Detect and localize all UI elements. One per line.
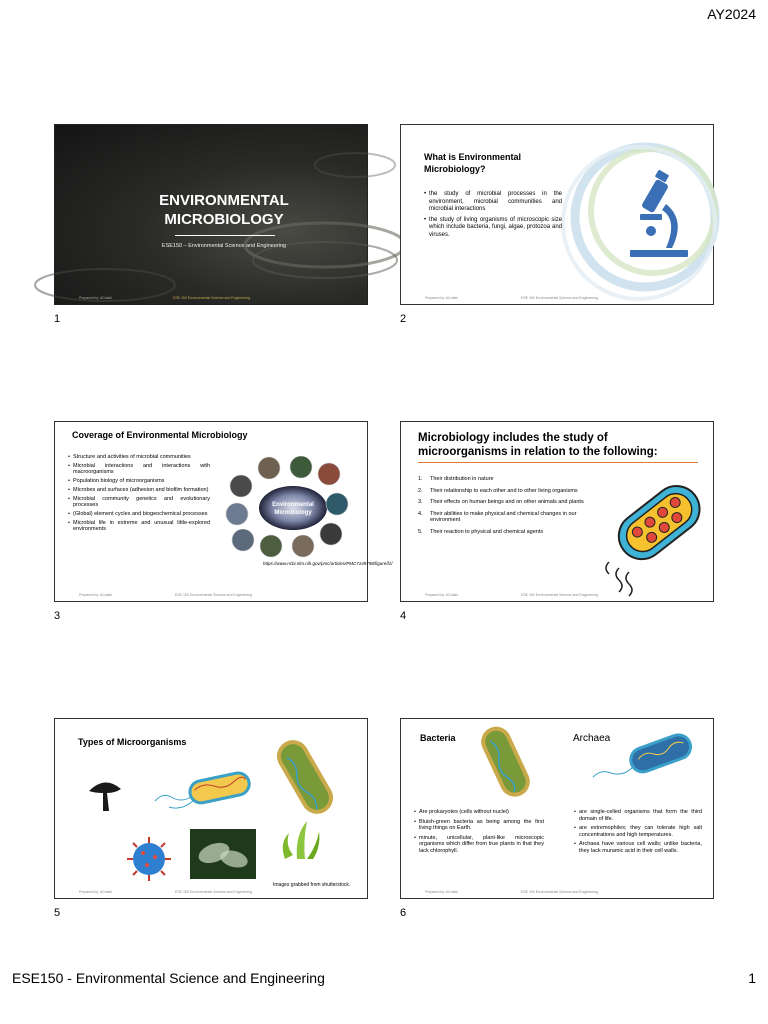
- slide-5-title: Types of Microorganisms: [78, 737, 187, 747]
- list-item: 3. Their effects on human beings and on other animals and plants: [418, 499, 584, 505]
- bullet-item: • the study of microbial processes in the environment, microbial communities and microbial interactions: [424, 191, 562, 214]
- slide-4-title: Microbiology includes the study of microorganisms in relation to the following:: [418, 432, 658, 458]
- bacterium-diagram-image: [155, 761, 255, 816]
- bacteria-heading: Bacteria: [420, 733, 456, 743]
- bacterium-cartoon-icon: [601, 472, 711, 592]
- slide-footer-author: Prepared by: AColabi: [79, 593, 113, 597]
- slide-number: 6: [400, 907, 407, 919]
- slide-footer-course: ESE 150 Environmental Science and Engineering: [175, 890, 253, 894]
- microscope-icon: [626, 170, 696, 260]
- title-underline: [418, 462, 698, 463]
- bullet-item: • Archaea have various cell walls; unlike bacteria, they lack muramic acid in their cell walls.: [574, 841, 702, 854]
- mushroom-icon: [85, 775, 125, 815]
- slide-footer-author: Prepared by: AColabi: [79, 296, 113, 300]
- bacterium-anatomy-image: [471, 721, 541, 806]
- slide-1[interactable]: [54, 124, 368, 305]
- bullet-item: • are extremophiles; they can tolerate high salt concentrations and high temperatures.: [574, 825, 702, 838]
- bullet-item: • Population biology of microorganisms: [68, 478, 210, 484]
- slide-3-bullets: [68, 454, 210, 535]
- bullet-item: • are single-celled organisms that form the third domain of life.: [574, 809, 702, 822]
- reference-link[interactable]: https://www.ncbi.nlm.nih.gov/pmc/articles/PMC7149798/figure/f1/: [263, 561, 393, 566]
- list-item: 5. Their reaction to physical and chemical agents: [418, 528, 544, 535]
- bullet-item: • Structure and activities of microbial communities: [68, 454, 210, 460]
- archaea-heading: Archaea: [573, 733, 611, 744]
- slide-number: 4: [400, 610, 407, 622]
- bacillus-diagram-image: [271, 731, 341, 826]
- archaea-anatomy-image: [591, 723, 701, 793]
- bacteria-bullets: [414, 809, 544, 857]
- list-item: 4. Their abilities to make physical and chemical changes in our environment: [418, 510, 577, 523]
- slide-footer-course: ESE 150 Environmental Science and Engineering: [521, 593, 599, 597]
- slide-number: 5: [54, 907, 61, 919]
- bullet-item: • Microbial interactions and interactions with macroorganisms: [68, 463, 210, 475]
- slide-4-numbered-list: [418, 476, 596, 540]
- slide-footer-course: ESE 150 Environmental Science and Engineering: [175, 593, 253, 597]
- page-header-year: AY2024: [707, 6, 756, 22]
- list-item: 1. Their distribution in nature: [418, 476, 494, 482]
- diagram-center-label: Microbiology: [274, 510, 312, 516]
- slide-number: 1: [54, 313, 61, 325]
- slide-2[interactable]: [400, 124, 714, 305]
- slide-1-title: ENVIRONMENTAL MICROBIOLOGY: [159, 192, 289, 228]
- algae-image: [277, 815, 323, 863]
- slide-3-title: Coverage of Environmental Microbiology: [72, 430, 248, 440]
- list-item: 2. Their relationship to each other and to other living organisms: [418, 487, 578, 494]
- bullet-item: • Microbial community genetics and evolutionary processes: [68, 496, 210, 508]
- bullet-item: • Bluish-green bacteria as being among the first living things on Earth.: [414, 819, 544, 832]
- slide-footer-author: Prepared by: AColabi: [425, 296, 459, 300]
- slide-number: 2: [400, 313, 407, 325]
- slide-footer-author: Prepared by: AColabi: [79, 890, 113, 894]
- slide-2-bullets: [424, 191, 562, 242]
- bullet-item: • Microbes and surfaces (adhesion and biofilm formation): [68, 487, 210, 493]
- page-number: 1: [748, 970, 756, 986]
- slide-3[interactable]: [54, 421, 393, 602]
- protozoa-image: [190, 829, 256, 879]
- bullet-item: • Microbial life in extreme and unusual little-explored environments: [68, 520, 210, 532]
- slide-1-subtitle: ESE150 – Environmental Science and Engineering: [161, 243, 287, 249]
- slide-number: 3: [54, 610, 61, 622]
- archaea-bullets: [574, 809, 702, 857]
- bullet-item: • (Global) element cycles and biogeochemical processes: [68, 511, 210, 517]
- title-divider: [175, 235, 275, 236]
- slide-footer-course: ESE 150 Environmental Science and Engineering: [521, 296, 599, 300]
- slide-4[interactable]: [400, 421, 714, 602]
- slide-footer-author: Prepared by: AColabi: [425, 593, 459, 597]
- page-footer-course: ESE150 - Environmental Science and Engineering: [12, 970, 325, 986]
- diagram-center-label: Environmental: [272, 502, 314, 508]
- slide-footer-course: ESE 150 Environmental Science and Engineering: [173, 296, 251, 300]
- bullet-item: • the study of living organisms of microscopic size which include bacteria, fungi, algae, protozoa and viruses.: [424, 217, 562, 240]
- slide-6[interactable]: [400, 718, 714, 899]
- image-credit-caption: Images grabbed from shutterstock.: [273, 882, 351, 888]
- bullet-item: • Are prokaryotes (cells without nuclei): [414, 809, 544, 816]
- slide-footer-course: ESE 150 Environmental Science and Engineering: [521, 890, 599, 894]
- virus-image: [123, 833, 175, 885]
- slide-5[interactable]: [54, 718, 368, 899]
- slide-2-title: What is Environmental Microbiology?: [424, 152, 522, 174]
- bullet-item: • minute, unicellular, plant-like microscopic organisms which differ from true plants in that they lack chlorophyll.: [414, 835, 544, 855]
- slide-footer-author: Prepared by: AColabi: [425, 890, 459, 894]
- coverage-diagram: [225, 456, 365, 556]
